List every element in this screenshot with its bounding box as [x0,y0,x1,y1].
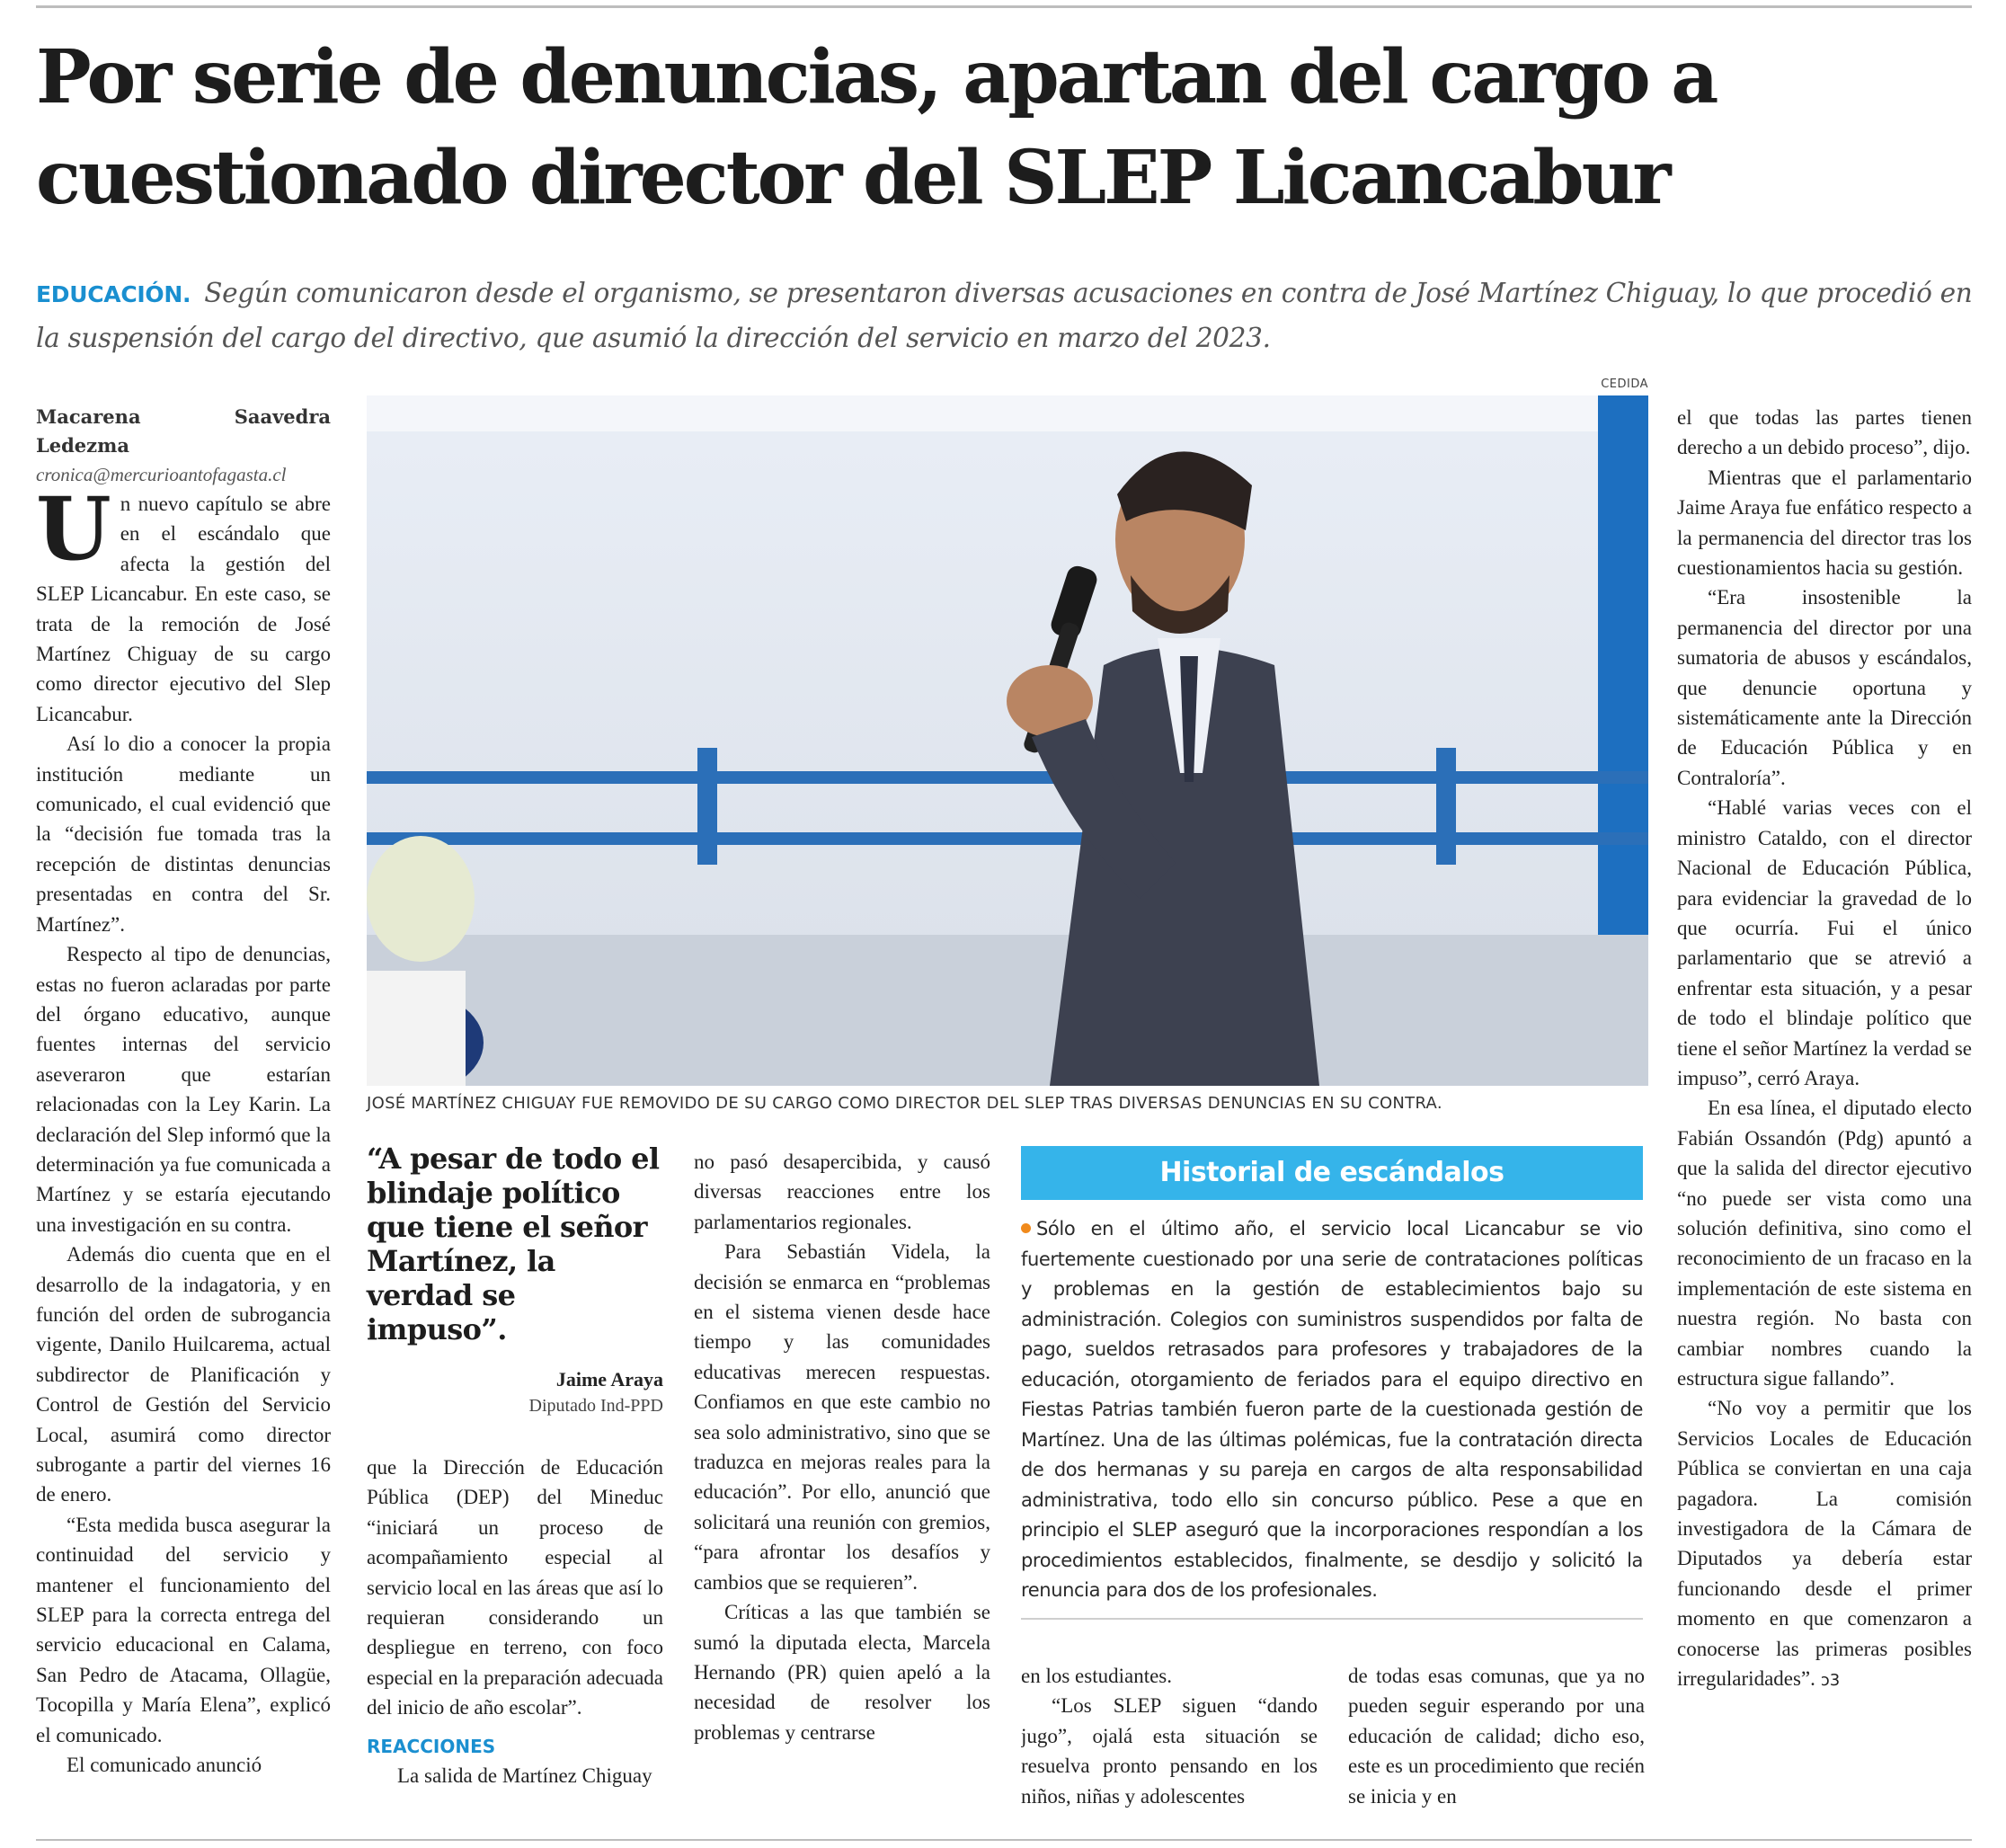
paragraph: de todas esas comunas, que ya no pueden seguir esperando por una educación de calidad; dicho eso, este es un procedimiento que recién se inicia y en [1348,1665,1645,1808]
sidebar-divider [1021,1618,1643,1620]
sidebar-box [1021,1146,1643,1606]
paragraph: “No voy a permitir que los Servicios Locales de Educación Pública se conviertan en una caja pagadora. La comisión investigadora de la Cámara de Diputados ya debería estar funcionando desde el primer momento en que comenzaron a conocerse las primeras posibles irregularidades”. ↄ3 [1677,1397,1972,1691]
sidebar-body [1021,1214,1643,1606]
paragraph: En esa línea, el diputado electo Fabián Ossandón (Pdg) apuntó a que la salida del director ejecutivo “no puede ser vista como una solución definitiva, sino como el reconocimiento de un fracaso en la implementación de este sistema en nuestra región. No basta con cambiar nombres cuando la estructura sigue fallando”. [1677,1097,1972,1390]
paragraph: Así lo dio a conocer la propia institución mediante un comunicado, el cual evidenció que la “decisión fue tomada tras la recepción de distintas denuncias presentadas en contra del Sr. Martínez”. [36,733,331,936]
paragraph: Respecto al tipo de denuncias, estas no fueron aclaradas por parte del órgano educativo, aunque fuentes internas del servicio aseveraron que estarían relacionadas con la Ley Karin. La declaración del Slep informó que la determinación ya fue comunicada a Martínez y se estaría ejecutando una investigación en su contra. [36,943,331,1236]
dropcap: U [36,478,111,580]
deck [36,271,1986,360]
paragraph: en los estudiantes. [1021,1665,1172,1687]
bottom-rule [36,1839,1972,1841]
deck-text: Según comunicaron desde el organismo, se presentaron diversas acusaciones en contra de José Martínez Chiguay, lo que procedió en la suspensión del cargo del directivo, que asumió la dirección del servicio en marzo del 2023. [36,278,1973,353]
paragraph: Críticas a las que también se sumó la diputada electa, Marcela Hernando (PR) quien apeló a la necesidad de resolver los problemas y centrarse [694,1601,990,1744]
byline-email: cronica@mercurioantofagasta.cl [36,464,287,485]
photo-caption: JOSÉ MARTÍNEZ CHIGUAY FUE REMOVIDO DE SU CARGO COMO DIRECTOR DEL SLEP TRAS DIVERSAS DENUNCIAS EN SU CONTRA. [367,1094,1442,1113]
speaker-photo-illustration [367,395,1648,1086]
pull-quote-role: Diputado Ind-PPD [528,1396,663,1416]
sidebar-text: Sólo en el último año, el servicio local Licancabur se vio fuertemente cuestionado por una serie de contrataciones políticas y problemas en la gestión de establecimientos bajo su administración. Colegios con suministros suspendidos por falta de pago, sueldos retrasados para profesores y trabajadores de la educación, otorgamiento de feriados para el equipo directivo en Fiestas Patrias también fueron parte de la cuestionada gestión de Martínez. Una de las últimas polémicas, fue la contratación directa de dos hermanas y su pareja en cargos de alta responsabilidad administrativa, todo ello sin concurso público. Pese a que en principio el SLEP aseguró que la incorporaciones respondían a los procedimientos establecidos, finalmente, se desdijo y solicitó la renuncia para dos de los profesionales. [1021,1218,1643,1601]
pull-quote-text: “A pesar de todo el blindaje político que tiene el señor Martínez, la verdad se impuso”. [367,1142,660,1346]
paragraph: Además dio cuenta que en el desarrollo de la indagatoria, y en función del orden de subrogancia vigente, Danilo Huilcarema, actual subdirector de Planificación y Control de Gestión del Servicio Local, asumirá como director subrogante a partir del viernes 16 de enero. [36,1243,331,1506]
top-rule [36,5,1972,8]
article-photo [367,395,1648,1086]
column-2 [367,1453,663,1830]
photo-credit: CEDIDA [1601,378,1648,391]
paragraph: El comunicado anunció [67,1754,262,1777]
paragraph: el que todas las partes tienen derecho a un debido proceso”, dijo. [1677,406,1972,459]
headline: Por serie de denuncias, apartan del cargo a cuestionado director del SLEP Licancabur [36,34,1717,221]
end-mark-icon: ↄ3 [1820,1671,1841,1691]
paragraph: “Esta medida busca asegurar la continuidad del servicio y mantener el funcionamiento del SLEP para la correcta entrega del servicio educacional en Calama, San Pedro de Atacama, Ollagüe, Tocopilla y María Elena”, explicó el comunicado. [36,1513,331,1746]
paragraph: “Hablé varias veces con el ministro Cataldo, con el director Nacional de Educación Pública, para evidenciar la gravedad de lo que ocurría. Fui el único parlamentario que se atrevió a enfrentar esta situación, y a pesar de todo el blindaje político que tiene el señor Martínez la verdad se impuso”, cerró Araya. [1677,796,1972,1089]
column-4b [1348,1661,1645,1832]
paragraph: que la Dirección de Educación Pública (DEP) del Mineduc “iniciará un proceso de acompañamiento especial al servicio local en las áreas que así lo requieran considerando un despliegue en terreno, con foco especial en la preparación adecuada del inicio de año escolar”. [367,1456,663,1719]
byline-author: Macarena Saavedra Ledezma [36,405,331,457]
pull-quote [367,1142,663,1418]
column-5 [1677,403,1972,1832]
paragraph: “Era insostenible la permanencia del director por una sumatoria de abusos y escándalos, que denuncie oportuna y sistemáticamente ante la Dirección de Educación Pública y en Contraloría”. [1677,586,1972,789]
column-3 [694,1147,990,1832]
section-subhead: REACCIONES [367,1735,496,1757]
paragraph: Para Sebastián Videla, la decisión se enmarca en “problemas en el sistema vienen desde hace tiempo y las comunidades educativas merecen respuestas. Confiamos en que este cambio no sea solo administrativo, sino que se traduzca en mejoras reales para la educación”. Por ello, anunció que solicitará una reunión con gremios, “para afrontar los desafíos y cambios que se requieren”. [694,1240,990,1594]
paragraph: no pasó desapercibida, y causó diversas reacciones entre los parlamentarios regionales. [694,1151,990,1233]
pull-quote-author: Jaime Araya [555,1368,663,1390]
bullet-dot-icon [1021,1223,1031,1233]
column-4a [1021,1661,1318,1832]
paragraph: “Los SLEP siguen “dando jugo”, ojalá esta situación se resuelva pronto pensando en los niños, niñas y adolescentes [1021,1694,1318,1808]
paragraph: La salida de Martínez Chiguay [397,1764,652,1787]
column-1 [36,403,331,1832]
deck-kicker: EDUCACIÓN. [36,281,191,307]
lead-paragraph: Un nuevo capítulo se abre en el escándalo que afecta la gestión del SLEP Licancabur. En este caso, se trata de la remoción de José Martínez Chiguay de su cargo como director ejecutivo del Slep Licancabur. [36,478,331,725]
sidebar-title: Historial de escándalos [1021,1146,1643,1200]
paragraph: Mientras que el parlamentario Jaime Araya fue enfático respecto a la permanencia del director tras los cuestionamientos hacia su gestión. [1677,466,1972,580]
